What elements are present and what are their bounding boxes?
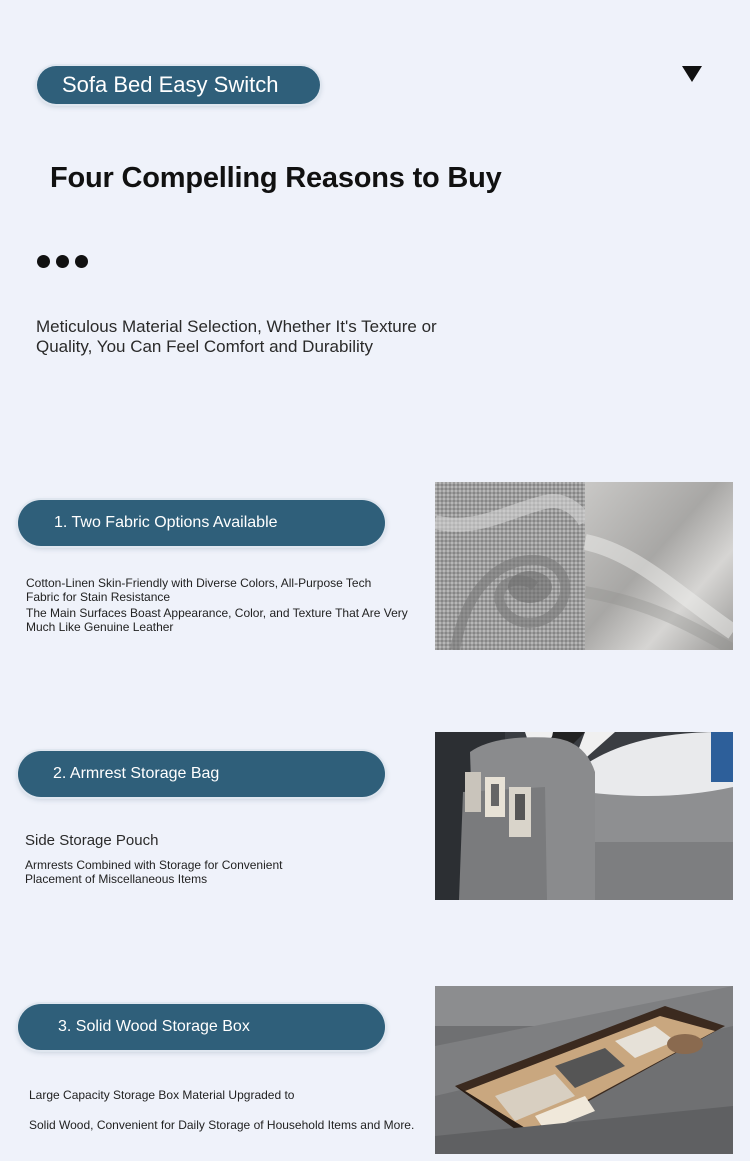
section-2-heading-pill bbox=[18, 751, 385, 797]
section-1-line-2: The Main Surfaces Boast Appearance, Color, and Texture That Are Very Much Like Genuine Leather bbox=[26, 606, 408, 634]
dot-icon bbox=[75, 255, 88, 268]
section-1-heading-pill bbox=[18, 500, 385, 546]
section-3-line-2: Solid Wood, Convenient for Daily Storage of Household Items and More. bbox=[29, 1118, 415, 1132]
armrest-storage-photo bbox=[435, 732, 733, 900]
section-3-line-1: Large Capacity Storage Box Material Upgraded to bbox=[29, 1088, 295, 1102]
section-2-heading: 2. Armrest Storage Bag bbox=[53, 765, 220, 782]
section-1-heading: 1. Two Fabric Options Available bbox=[54, 514, 278, 531]
storage-box-image bbox=[435, 986, 733, 1154]
fabric-photo bbox=[435, 482, 733, 650]
section-2-subheading: Side Storage Pouch bbox=[25, 832, 159, 849]
sofa-bed-badge bbox=[37, 66, 320, 104]
dot-icon bbox=[56, 255, 69, 268]
section-3-heading-pill bbox=[18, 1004, 385, 1050]
section-1-line-1: Cotton-Linen Skin-Friendly with Diverse Colors, All-Purpose Tech Fabric for Stain Resistance bbox=[26, 576, 372, 604]
section-2-line-1: Armrests Combined with Storage for Convenient Placement of Miscellaneous Items bbox=[25, 858, 283, 886]
triangle-down-icon[interactable] bbox=[682, 66, 702, 82]
page-title: Four Compelling Reasons to Buy bbox=[50, 162, 502, 194]
section-3-heading: 3. Solid Wood Storage Box bbox=[58, 1018, 250, 1035]
dot-icon bbox=[37, 255, 50, 268]
intro-text: Meticulous Material Selection, Whether It's Texture or Quality, You Can Feel Comfort and Durability bbox=[36, 317, 437, 356]
fabric-swatch-image bbox=[435, 482, 733, 650]
dots-decoration bbox=[37, 255, 88, 268]
armrest-storage-image bbox=[435, 732, 733, 900]
badge-label: Sofa Bed Easy Switch bbox=[62, 72, 279, 97]
storage-box-photo bbox=[435, 986, 733, 1154]
